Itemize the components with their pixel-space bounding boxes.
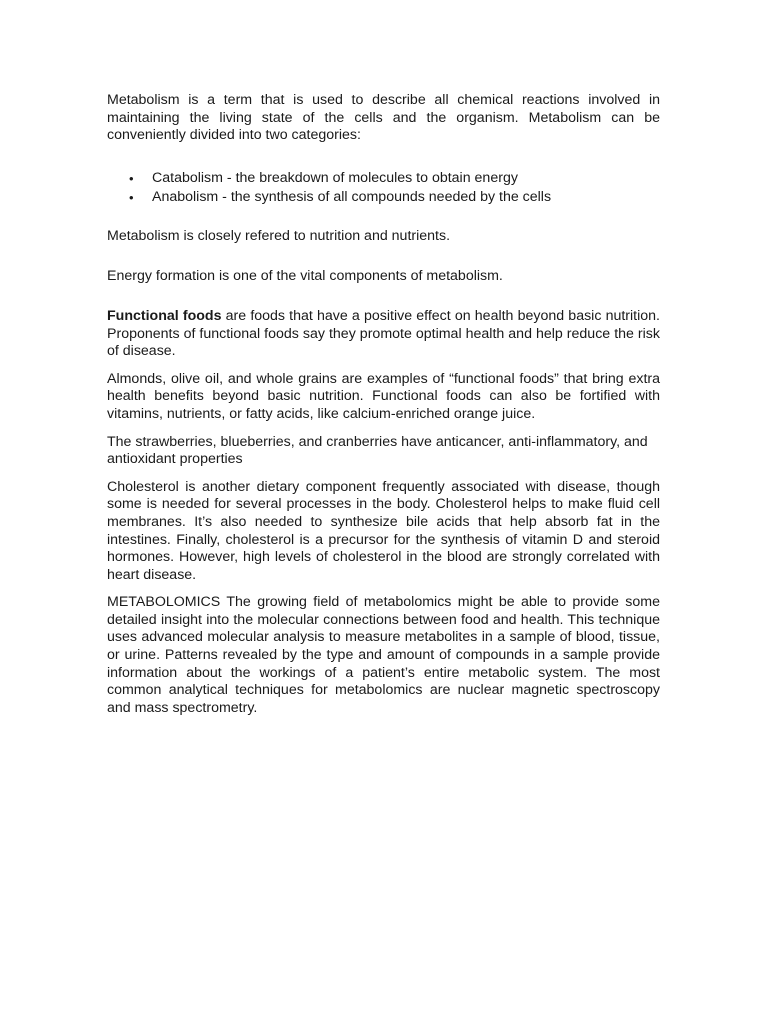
document-page <box>107 92 660 717</box>
paragraph-energy: Energy formation is one of the vital components of metabolism. <box>107 268 503 285</box>
list-item <box>107 169 660 189</box>
paragraph-functional-foods <box>107 308 660 361</box>
paragraph-berries: The strawberries, blueberries, and cranberries have anticancer, anti-inflammatory, and antioxidant properties <box>107 433 648 468</box>
paragraph-cholesterol: Cholesterol is another dietary component frequently associated with disease, though some is needed for several processes in the body. Cholesterol helps to make fluid cell membranes. It’s also needed to synthesize bile acids that help absorb fat in the intestines. Finally, cholesterol is a precursor for the synthesis of vitamin D and steroid hormones. However, high levels of cholesterol in the blood are strongly correlated with heart disease. <box>107 478 660 583</box>
paragraph-almonds: Almonds, olive oil, and whole grains are examples of “functional foods” that bring extra health benefits beyond basic nutrition. Functional foods can also be fortified with vitamins, nutrients, or fatty acids, like calcium-enriched orange juice. <box>107 370 660 422</box>
bullet-icon: • <box>129 190 134 206</box>
bullet-list <box>107 169 660 208</box>
functional-foods-term: Functional foods <box>107 307 222 324</box>
paragraph-intro: Metabolism is a term that is used to describe all chemical reactions involved in maintaining the living state of the cells and the organism. Metabolism can be conveniently divided into two categories: <box>107 92 660 144</box>
functional-foods-definition: are foods that have a positive effect on health beyond basic nutrition. Proponents of functional foods say they promote optimal health and help reduce the risk of disease. <box>107 307 660 360</box>
list-item-text: Anabolism - the synthesis of all compounds needed by the cells <box>152 189 552 206</box>
bullet-icon: • <box>129 170 134 186</box>
list-item <box>107 188 660 208</box>
list-item-text: Catabolism - the breakdown of molecules to obtain energy <box>152 169 518 186</box>
paragraph-nutrition: Metabolism is closely refered to nutrition and nutrients. <box>107 227 451 244</box>
paragraph-metabolomics: METABOLOMICS The growing field of metabolomics might be able to provide some detailed insight into the molecular connections between food and health. This technique uses advanced molecular analysis to measure metabolites in a sample of blood, tissue, or urine. Patterns revealed by the type and amount of compounds in a sample provide information about the workings of a patient’s entire metabolic system. The most common analytical techniques for metabolomics are nuclear magnetic spectroscopy and mass spectrometry. <box>107 594 660 716</box>
